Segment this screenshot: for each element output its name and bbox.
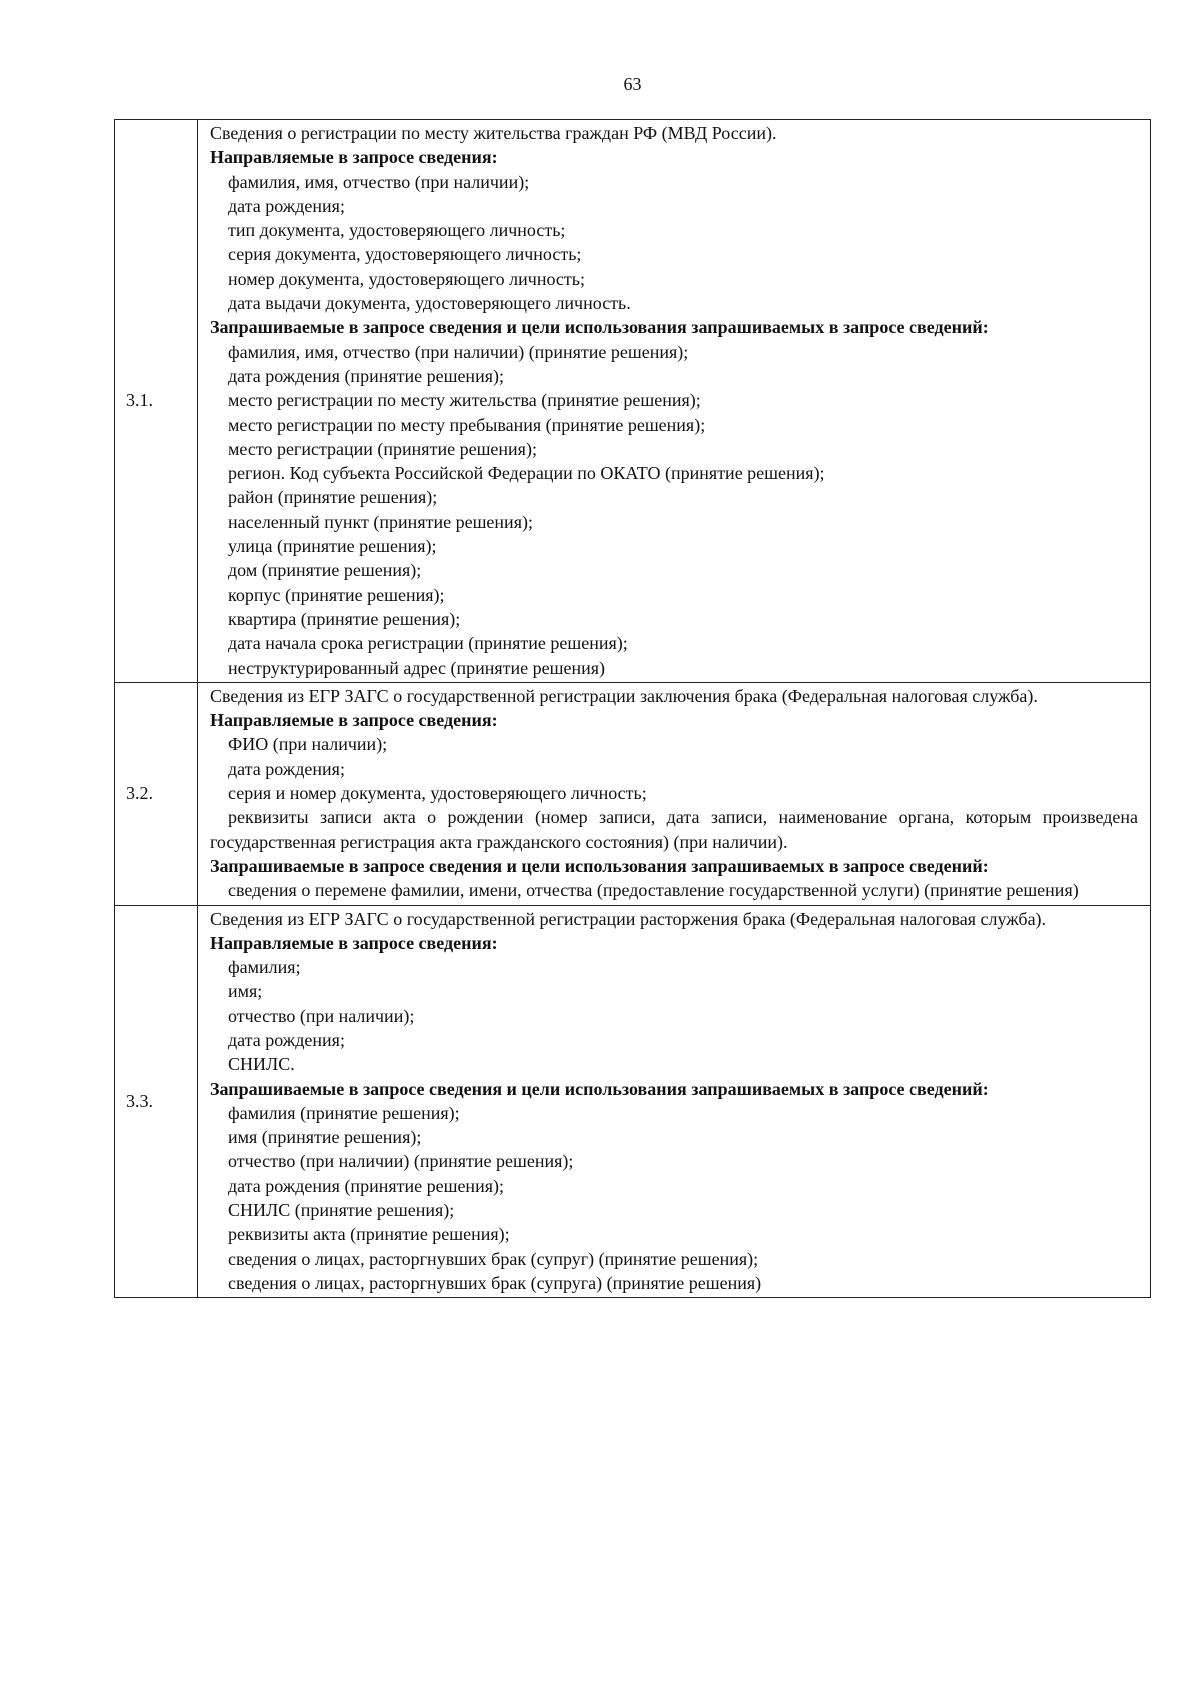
sent-heading: Направляемые в запросе сведения:: [210, 710, 498, 731]
list-item: фамилия, имя, отчество (при наличии) (принятие решения);: [228, 341, 689, 362]
page-number: 63: [623, 74, 642, 94]
list-item: место регистрации по месту жительства (принятие решения);: [228, 390, 701, 411]
list-item: СНИЛС (принятие решения);: [228, 1200, 455, 1221]
row-number: 3.2.: [115, 682, 198, 905]
list-item: тип документа, удостоверяющего личность;: [228, 220, 566, 241]
list-item: имя (принятие решения);: [228, 1127, 422, 1148]
list-item: место регистрации (принятие решения);: [228, 438, 537, 459]
list-item: неструктурированный адрес (принятие решения): [228, 657, 606, 678]
list-item: дата начала срока регистрации (принятие решения);: [228, 633, 628, 654]
list-item: имя;: [228, 981, 263, 1002]
list-item: улица (принятие решения);: [228, 536, 437, 557]
requested-heading: Запрашиваемые в запросе сведения и цели использования запрашиваемых в запросе сведений:: [210, 1078, 989, 1099]
list-item: сведения о лицах, расторгнувших брак (супруг) (принятие решения);: [228, 1248, 759, 1269]
sent-heading: Направляемые в запросе сведения:: [210, 932, 498, 953]
list-item: дата выдачи документа, удостоверяющего личность.: [228, 293, 631, 314]
list-paragraph: сведения о перемене фамилии, имени, отчества (предоставление государственной услуги) (принятие решения): [228, 880, 1079, 901]
list-item: место регистрации по месту пребывания (принятие решения);: [228, 414, 706, 435]
list-item: дата рождения (принятие решения);: [228, 1175, 504, 1196]
table-row: [115, 905, 1151, 1298]
list-item: серия документа, удостоверяющего личность;: [228, 244, 582, 265]
data-table: [114, 119, 1151, 1298]
row-content: [198, 120, 1151, 683]
requested-heading: Запрашиваемые в запросе сведения и цели использования запрашиваемых в запросе сведений:: [210, 855, 989, 876]
row-title: Сведения из ЕГР ЗАГС о государственной регистрации расторжения брака (Федеральная налоговая служба).: [210, 908, 1047, 929]
list-item: населенный пункт (принятие решения);: [228, 511, 533, 532]
list-item: дата рождения;: [228, 1029, 345, 1050]
list-item: сведения о лицах, расторгнувших брак (супруга) (принятие решения): [228, 1272, 762, 1293]
row-content: [198, 682, 1151, 905]
list-item: номер документа, удостоверяющего личность;: [228, 268, 585, 289]
table-row: [115, 120, 1151, 683]
list-paragraph: реквизиты записи акта о рождении (номер записи, дата записи, наименование органа, которым произведена государственная регистрация акта гражданского состояния) (при наличии).: [210, 807, 1138, 852]
list-item: дата рождения (принятие решения);: [228, 365, 504, 386]
list-item: реквизиты акта (принятие решения);: [228, 1224, 510, 1245]
list-item: фамилия, имя, отчество (при наличии);: [228, 171, 530, 192]
table-row: [115, 682, 1151, 905]
list-item: серия и номер документа, удостоверяющего личность;: [228, 783, 647, 804]
list-item: регион. Код субъекта Российской Федерации по ОКАТО (принятие решения);: [228, 463, 825, 484]
sent-heading: Направляемые в запросе сведения:: [210, 147, 498, 168]
list-item: корпус (принятие решения);: [228, 584, 445, 605]
list-item: квартира (принятие решения);: [228, 608, 461, 629]
list-item: отчество (при наличии);: [228, 1005, 415, 1026]
list-item: район (принятие решения);: [228, 487, 438, 508]
list-item: отчество (при наличии) (принятие решения);: [228, 1151, 574, 1172]
requested-heading: Запрашиваемые в запросе сведения и цели использования запрашиваемых в запросе сведений:: [210, 317, 989, 338]
list-item: СНИЛС.: [228, 1054, 295, 1075]
row-title: Сведения из ЕГР ЗАГС о государственной регистрации заключения брака (Федеральная налоговая служба).: [210, 685, 1038, 706]
list-item: фамилия;: [228, 957, 301, 978]
list-item: дата рождения;: [228, 758, 345, 779]
list-item: фамилия (принятие решения);: [228, 1102, 460, 1123]
row-content: [198, 905, 1151, 1298]
list-item: дата рождения;: [228, 195, 345, 216]
list-item: ФИО (при наличии);: [228, 734, 388, 755]
list-item: дом (принятие решения);: [228, 560, 422, 581]
row-number: 3.1.: [115, 120, 198, 683]
row-number: 3.3.: [115, 905, 198, 1298]
row-title: Сведения о регистрации по месту жительства граждан РФ (МВД России).: [210, 123, 777, 143]
